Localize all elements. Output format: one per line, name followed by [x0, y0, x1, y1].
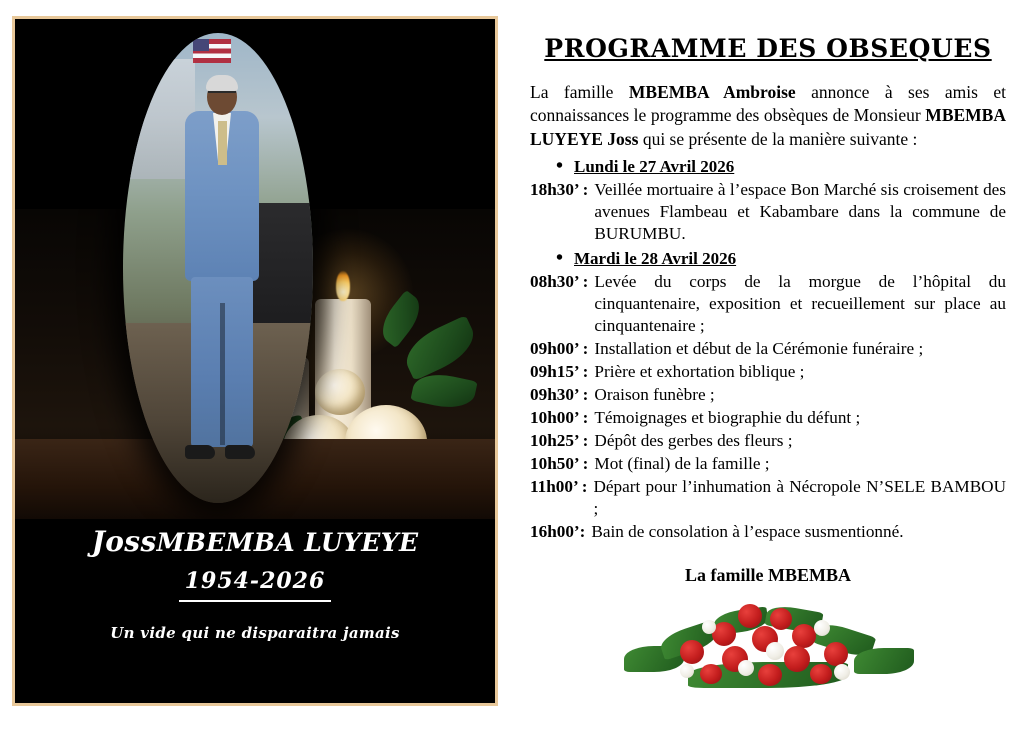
entry-description: Levée du corps de la morgue de l’hôpital du cinquantenaire, exposition et recueillement sur place au cinquantenaire ; [594, 271, 1006, 335]
entry-description: Bain de consolation à l’espace susmentionné. [591, 522, 904, 542]
family-signature: La famille MBEMBA [685, 565, 851, 586]
deceased-first-name: Joss [91, 525, 157, 558]
entry-time: 10h50’ : [530, 453, 589, 473]
memorial-motto: Un vide qui ne disparaitra jamais [110, 624, 400, 642]
entry-time: 09h30’ : [530, 384, 589, 404]
page-title: PROGRAMME DES OBSEQUES [544, 34, 992, 63]
deceased-years: 1954-2026 [179, 568, 332, 602]
entry-time: 18h30’ : [530, 179, 589, 199]
intro-paragraph [530, 81, 1006, 151]
entry-description: Témoignages et biographie du défunt ; [594, 407, 861, 427]
entry-time: 08h30’ : [530, 271, 589, 291]
entry-time: 11h00’ : [530, 476, 588, 496]
schedule-entry [530, 179, 1006, 245]
schedule-entry [530, 338, 1006, 360]
entry-description: Installation et début de la Cérémonie funéraire ; [594, 338, 924, 358]
deceased-name [15, 525, 495, 558]
schedule-entry [530, 384, 1006, 406]
intro-text-3: qui se présente de la manière suivante : [638, 128, 918, 149]
schedule-entry [530, 407, 1006, 429]
entry-time: 16h00’: [530, 522, 586, 542]
flame-icon [336, 271, 350, 301]
schedule-entry [530, 476, 1006, 520]
portrait-tie [218, 121, 227, 165]
schedule-entry [530, 521, 1006, 543]
schedule-entry [530, 361, 1006, 383]
entry-time: 09h15’ : [530, 361, 589, 381]
family-name-bold: MBEMBA Ambroise [628, 82, 796, 102]
entry-time: 10h25’ : [530, 430, 589, 450]
day-heading-1: • Lundi le 27 Avril 2026 [530, 157, 1006, 177]
entry-description: Oraison funèbre ; [594, 384, 715, 404]
portrait-leg-shadow [220, 303, 225, 445]
entry-description: Dépôt des gerbes des fleurs ; [594, 430, 793, 450]
flower-arrangement-icon [618, 598, 918, 690]
programme-panel [508, 0, 1024, 729]
rose-icon [315, 369, 365, 415]
memorial-poster [12, 16, 498, 706]
portrait-shoe [185, 445, 215, 459]
entry-description: Mot (final) de la famille ; [594, 453, 770, 473]
portrait-hair [206, 75, 238, 91]
poster-photo-area [15, 19, 495, 519]
deceased-years-wrapper [15, 558, 495, 602]
intro-text-1: La famille [530, 82, 629, 102]
entry-time: 09h00’ : [530, 338, 589, 358]
deceased-name-bold: MBEMBA LUYEYE Joss [530, 105, 1006, 149]
schedule-entry [530, 430, 1006, 452]
deceased-last-name: MBEMBA LUYEYE [156, 528, 419, 557]
flag-icon [193, 39, 231, 63]
portrait-shoe [225, 445, 255, 459]
entry-description: Prière et exhortation biblique ; [594, 361, 805, 381]
poster-caption [15, 525, 495, 642]
entry-time: 10h00’ : [530, 407, 589, 427]
intro-text-2: annonce à ses amis et connaissances le programme des obsèques de Monsieur [530, 82, 1006, 126]
deceased-portrait [123, 33, 313, 503]
memorial-poster-container [0, 0, 508, 729]
schedule-entry [530, 453, 1006, 475]
day-heading-2: • Mardi le 28 Avril 2026 [530, 249, 1006, 269]
entry-description: Départ pour l’inhumation à Nécropole N’SELE BAMBOU ; [593, 476, 1006, 518]
entry-description: Veillée mortuaire à l’espace Bon Marché sis croisement des avenues Flambeau et Kabambare dans la commune de BURUMBU. [594, 179, 1006, 243]
glasses-icon [208, 91, 236, 100]
schedule-entry [530, 271, 1006, 337]
